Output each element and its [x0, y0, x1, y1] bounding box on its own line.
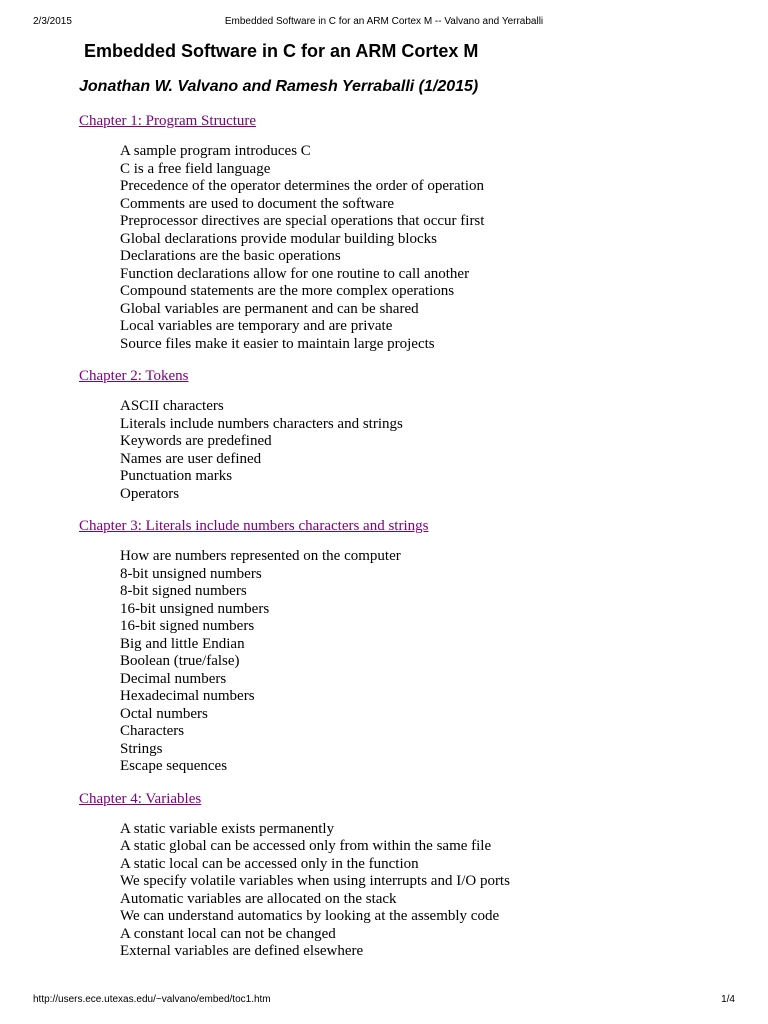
list-item: Comments are used to document the software — [120, 195, 395, 212]
chapter-1-link[interactable]: Chapter 1: Program Structure — [79, 113, 257, 129]
list-item: A static local can be accessed only in the function — [120, 855, 419, 872]
list-item: Big and little Endian — [120, 635, 245, 652]
chapter-section-4 — [79, 789, 739, 961]
list-item: How are numbers represented on the computer — [120, 548, 401, 564]
print-date: 2/3/2015 — [33, 16, 72, 27]
list-item: 16-bit signed numbers — [120, 618, 255, 634]
print-header — [33, 16, 735, 30]
list-item: Global declarations provide modular building blocks — [120, 230, 438, 247]
authors-line: Jonathan W. Valvano and Ramesh Yerraballi (1/2015) — [79, 78, 479, 95]
list-item: Characters — [120, 723, 185, 739]
list-item: C is a free field language — [120, 160, 271, 177]
list-item: A static variable exists permanently — [120, 820, 335, 837]
list-item: 16-bit unsigned numbers — [120, 600, 270, 617]
list-item: A static global can be accessed only from within the same file — [120, 838, 492, 854]
list-item: Automatic variables are allocated on the stack — [120, 890, 397, 907]
list-item: Global variables are permanent and can be shared — [120, 300, 419, 317]
chapter-4-link[interactable]: Chapter 4: Variables — [79, 790, 202, 807]
chapter-section-1 — [79, 111, 739, 353]
list-item: A sample program introduces C — [120, 143, 311, 159]
list-item: We specify volatile variables when using interrupts and I/O ports — [120, 873, 510, 889]
list-item: We can understand automatics by looking at the assembly code — [120, 908, 500, 924]
list-item: Hexadecimal numbers — [120, 688, 255, 704]
list-item: Source files make it easier to maintain large projects — [120, 335, 435, 352]
list-item: Decimal numbers — [120, 670, 227, 687]
list-item: Local variables are temporary and are private — [120, 318, 393, 334]
list-item: Escape sequences — [120, 758, 228, 774]
list-item: Preprocessor directives are special operations that occur first — [120, 213, 485, 229]
page-number: 1/4 — [721, 994, 735, 1005]
document-content — [79, 38, 739, 961]
chapter-4-topics — [120, 821, 739, 961]
print-page-title: Embedded Software in C for an ARM Cortex M -- Valvano and Yerraballi — [224, 16, 544, 27]
list-item: External variables are defined elsewhere — [120, 943, 364, 959]
list-item: Declarations are the basic operations — [120, 248, 341, 264]
list-item: Names are user defined — [120, 450, 262, 467]
print-footer — [33, 994, 735, 1008]
list-item: Strings — [120, 740, 163, 757]
print-url: http://users.ece.utexas.edu/~valvano/embed/toc1.htm — [33, 994, 271, 1005]
chapter-3-topics — [120, 548, 739, 776]
chapter-section-2 — [79, 366, 739, 503]
page-title: Embedded Software in C for an ARM Cortex M — [84, 41, 479, 61]
list-item: Precedence of the operator determines the order of operation — [120, 178, 484, 194]
chapter-2-link[interactable]: Chapter 2: Tokens — [79, 368, 189, 384]
list-item: Boolean (true/false) — [120, 653, 240, 669]
chapter-3-link[interactable]: Chapter 3: Literals include numbers characters and strings — [79, 518, 429, 534]
list-item: Octal numbers — [120, 705, 208, 722]
list-item: A constant local can not be changed — [120, 925, 336, 942]
list-item: Keywords are predefined — [120, 433, 272, 449]
list-item: Function declarations allow for one routine to call another — [120, 265, 470, 282]
chapter-2-topics — [120, 398, 739, 503]
list-item: 8-bit unsigned numbers — [120, 565, 262, 582]
list-item: Compound statements are the more complex operations — [120, 283, 455, 299]
list-item: Operators — [120, 485, 180, 502]
list-item: Literals include numbers characters and strings — [120, 415, 403, 432]
chapter-section-3 — [79, 516, 739, 776]
list-item: ASCII characters — [120, 398, 224, 414]
list-item: 8-bit signed numbers — [120, 583, 247, 599]
chapter-1-topics — [120, 143, 739, 353]
list-item: Punctuation marks — [120, 468, 233, 484]
